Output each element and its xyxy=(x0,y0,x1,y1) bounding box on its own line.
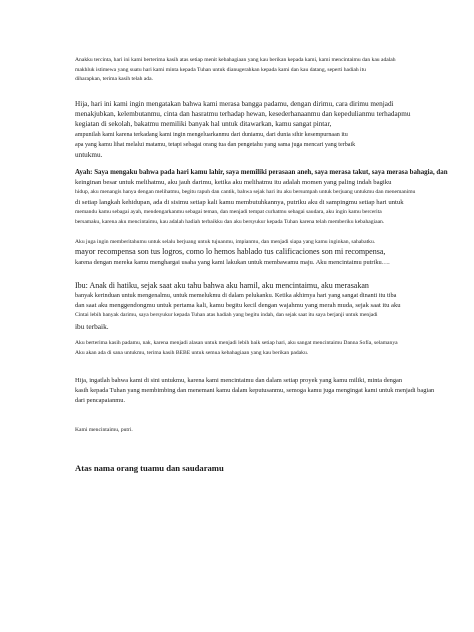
paragraph-father xyxy=(75,168,448,227)
text-line: Hija, hari ini kami ingin mengatakan bahwa kami merasa bangga padamu, dengan dirimu, cara dirimu menjadi xyxy=(75,100,394,108)
paragraph-dreams xyxy=(75,237,390,268)
text-line: mayor recompensa son tus logros, como lo hemos hablado tus calificaciones son mi recompensa, xyxy=(75,247,386,257)
text-line: makhluk istimewa yang suatu hari kami minta kepada Tuhan untuk dianugerahkan kepada kami dan kau datang, seperti hadiah itu xyxy=(75,66,366,73)
signature-heading: Atas nama orang tuamu dan saudaramu xyxy=(75,463,224,473)
text-line: Aku berterima kasih padamu, nak, karena menjadi alasan untuk menjadi lebih baik setiap hari, aku sangat mencintaimu Danna Sofía, selamanya xyxy=(75,340,398,346)
text-line: Aku juga ingin memberitahumu untuk selalu berjuang untuk tujuanmu, impianmu, dan menjadi siapa yang kamu inginkan, sahabatku. xyxy=(75,239,376,245)
text-line: banyak kerinduan untuk mengenalmu, untuk memelukmu di dalam pelukanku. Ketika akhirnya hari yang sangat dinanti itu tiba xyxy=(75,292,397,299)
paragraph-gratitude xyxy=(75,339,398,358)
text-line: hidup, aku menangis hanya dengan melihatmu, begitu rapuh dan cantik, bahwa sejak hari itu aku bersumpah untuk berjuang untukmu dan menemanimu xyxy=(75,189,416,196)
text-line: kasih kepada Tuhan yang membimbing dan menemani kamu dalam keputusanmu, semoga kamu juga mengingat kami untuk menjadi bagian xyxy=(75,387,435,395)
text-line: di setiap langkah kehidupan, ada di sisimu setiap kali kamu membutuhkannya, putriku aku di sampingmu setiap hari untuk xyxy=(75,199,404,206)
text-line: karena dengan mereka kamu menghargai usaha yang kami lakukan untuk membawamu maju. Aku mencintaimu putriku…. xyxy=(75,258,390,266)
text-line: Hija, ingatlah bahwa kami di sini untukmu, karena kami mencintaimu dan dalam setiap proyek yang kamu miliki, minta dengan xyxy=(75,377,403,384)
closing-line: Kami mencintaimu, putri. xyxy=(75,427,133,433)
text-line: dan saat aku menggendongmu untuk pertama kali, kamu begitu kecil dengan wajahmu yang merah muda, sejak saat itu aku xyxy=(75,302,401,310)
text-line: kegiatan di sekolah, bakatmu memiliki banyak hal untuk ditawarkan, kamu sangat pintar, xyxy=(75,120,332,129)
text-line: ampunilah kami karena terkadang kami ingin mengeluarkanmu dari duniamu, dari dunia sihir kesempurnaan itu xyxy=(75,131,348,138)
text-line: memandu kamu sebagai ayah, mendengarkanmu sebagai teman, dan menjadi tempat curhatmu sebagai saudara, aku ingin kamu bercerita xyxy=(75,209,382,216)
text-line: dari pencapaianmu. xyxy=(75,397,126,405)
text-line: bersamaku, karena aku mencintaimu, kau adalah hadiah terbaikku dan aku bersyukur kepada Tuhan karena telah memberiku kebahagiaan. xyxy=(75,218,385,225)
text-line: apa yang kamu lihat melalui matamu, tetapi sebagai orang tua dan pengetahu yang sama juga mencari yang terbaik xyxy=(75,141,356,148)
text-line: ibu terbaik. xyxy=(75,322,109,331)
mother-lead: Ibu: Anak di hatiku, sejak saat aku tahu bahwa aku hamil, aku mencintaimu, aku merasakan xyxy=(75,281,369,290)
text-line: menakjubkan, kelembutanmu, cinta dan hasratmu terhadap hewan, kesederhanaanmu dan kepedulianmu terhadapmu xyxy=(75,110,411,119)
text-line: Cintai lebih banyak darimu, saya bersyukur kepada Tuhan atas hadiah yang begitu indah, dan sejak saat itu saya berjanji untuk menjadi xyxy=(75,312,378,319)
text-line: diharapkan, terima kasih telah ada. xyxy=(75,76,153,83)
paragraph-reminder xyxy=(75,376,434,407)
paragraph-mother xyxy=(75,280,401,333)
father-lead: Ayah: Saya mengaku bahwa pada hari kamu lahir, saya memiliki perasaan aneh, saya merasa takut, saya merasa bahagia, dan xyxy=(75,169,448,176)
text-line: Anakku tercinta, hari ini kami berterima kasih atas setiap menit kebahagiaan yang kau berikan kepada kami, kami mencintaimu dan kau adalah xyxy=(75,57,396,63)
paragraph-intro xyxy=(75,56,396,85)
text-line: untukmu. xyxy=(75,151,103,160)
paragraph-pride xyxy=(75,99,411,160)
text-line: Aku akan ada di sana untukmu, terima kasih BEBE untuk semua kebahagiaan yang kau berikan padaku. xyxy=(75,349,309,356)
text-line: keinginan besar untuk melihatmu, aku jauh darimu, ketika aku melihatmu itu adalah momen yang paling indah bagiku xyxy=(75,179,392,187)
